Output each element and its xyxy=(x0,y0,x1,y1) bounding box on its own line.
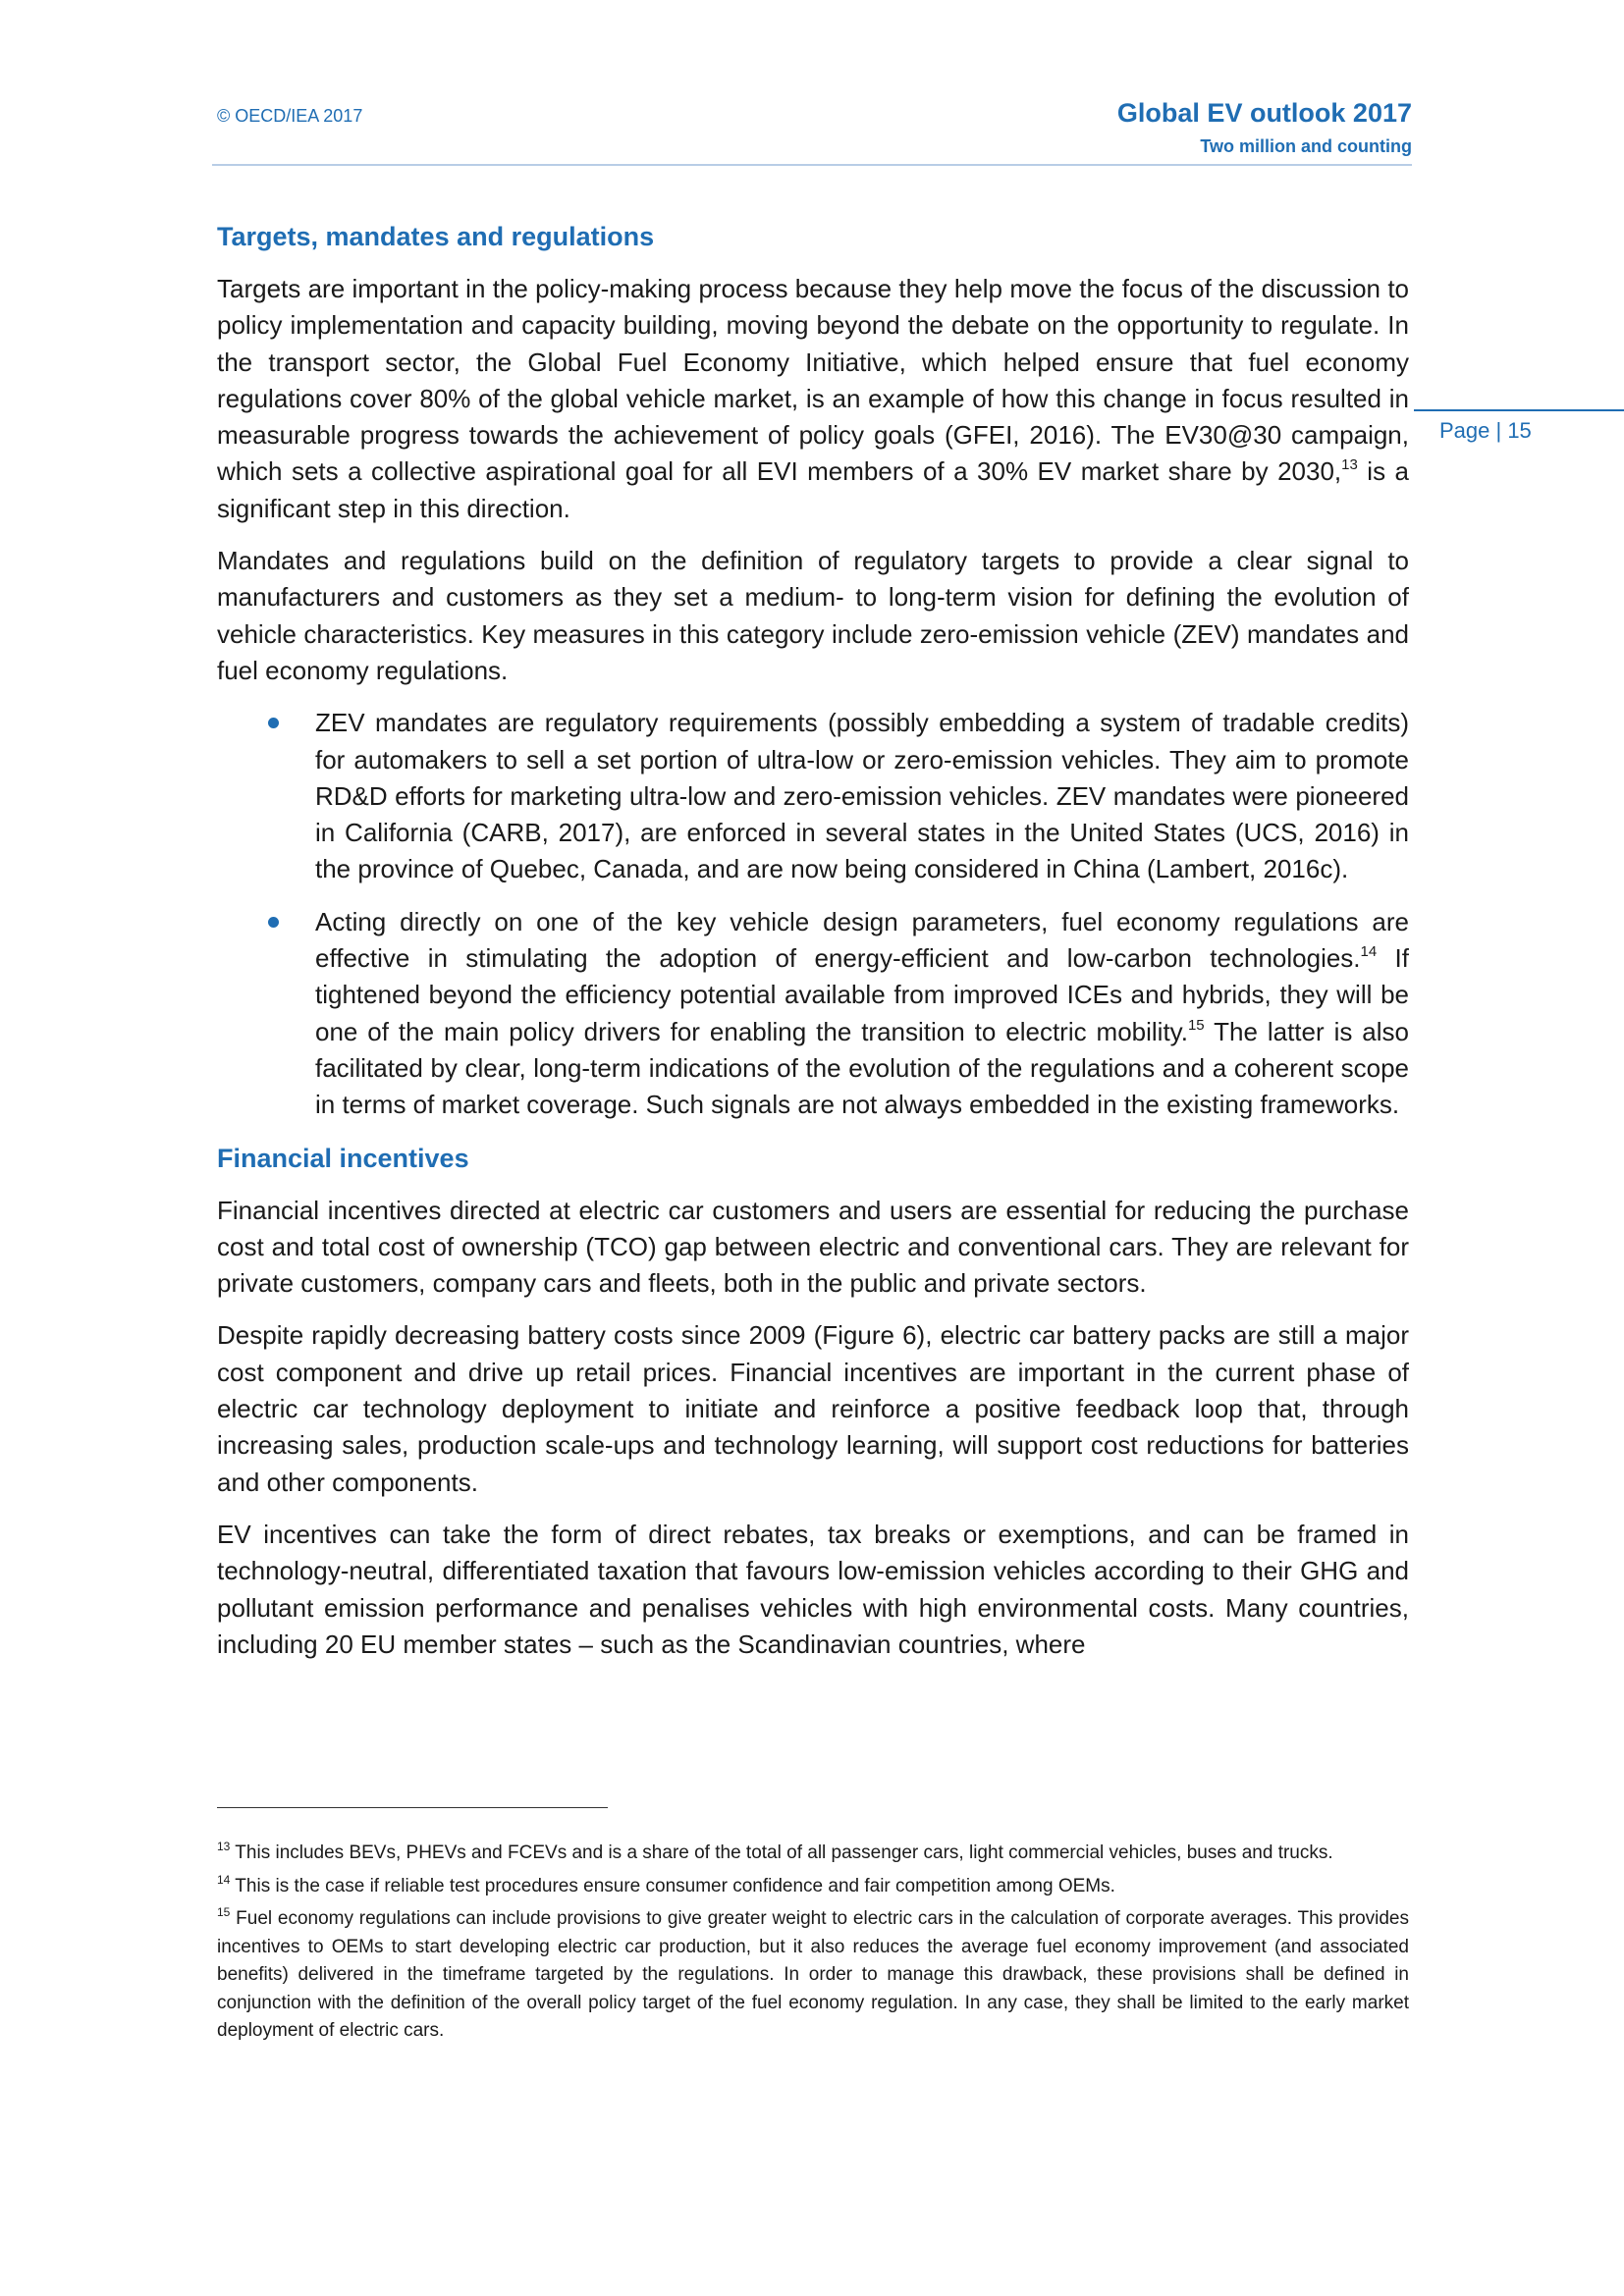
bullet-icon xyxy=(268,917,279,928)
paragraph-text: is a significant step in this direction. xyxy=(217,456,1410,523)
paragraph-text: The latter is also facilitated by clear, long-term indications of the evolution of the regulations and a coherent scope in terms of market coverage. Such signals are not always embedded in the existing frameworks. xyxy=(315,1016,1409,1120)
paragraph-targets-1 xyxy=(217,271,1409,527)
header-title: Global EV outlook 2017 xyxy=(1116,98,1412,128)
footnote-14 xyxy=(217,1873,1409,1901)
main-content xyxy=(217,218,1409,1663)
footnote-text: This is the case if reliable test procedures ensure consumer confidence and fair competition among OEMs. xyxy=(230,1875,1115,1896)
footnote-ref-15[interactable]: 15 xyxy=(1187,1016,1205,1034)
bullet-text-fuel-economy xyxy=(315,904,1409,1124)
paragraph-text: If tightened beyond the efficiency potential available from improved ICEs and hybrids, they will be one of the main policy drivers for enabling the transition to electric mobility. xyxy=(315,943,1410,1046)
bullet-icon xyxy=(268,718,279,728)
list-item xyxy=(217,705,1409,887)
section-heading-financial: Financial incentives xyxy=(217,1143,469,1173)
footnote-divider xyxy=(217,1807,608,1808)
footnote-number: 15 xyxy=(217,1905,231,1919)
header-copyright: © OECD/IEA 2017 xyxy=(217,106,363,126)
paragraph-financial-3: EV incentives can take the form of direct rebates, tax breaks or exemptions, and can be framed in technology-neutral, differentiated taxation that favours low-emission vehicles according to their GHG and pollutant emission performance and penalises vehicles with high environmental costs. Many countries, including 20 EU member states – such as the Scandinavian countries, where xyxy=(217,1519,1409,1659)
paragraph-text: Targets are important in the policy-making process because they help move the focus of the discussion to policy implementation and capacity building, moving beyond the debate on the opportunity to regulate. In the transport sector, the Global Fuel Economy Initiative, which helped ensure that fuel economy regulations cover 80% of the global vehicle market, is an example of how this change in focus resulted in measurable progress towards the achievement of policy goals (GFEI, 2016). The EV30@30 campaign, which sets a collective aspirational goal for all EVI members of a 30% EV market share by 2030, xyxy=(217,274,1409,487)
bullet-list xyxy=(217,705,1409,1123)
page-number-rule xyxy=(1414,409,1624,411)
header-subtitle: Two million and counting xyxy=(1200,136,1412,156)
paragraph-text: Acting directly on one of the key vehicle design parameters, fuel economy regulations are effective in stimulating the adoption of energy-efficient and low-carbon technologies. xyxy=(315,906,1409,974)
bullet-text-zev: ZEV mandates are regulatory requirements (possibly embedding a system of tradable credits) for automakers to sell a set portion of ultra-low or zero-emission vehicles. They aim to promote RD&D efforts for marketing ultra-low and zero-emission vehicles. ZEV mandates were pioneered in California (CARB, 2017), are enforced in several states in the United States (UCS, 2016) in the province of Quebec, Canada, and are now being considered in China (Lambert, 2016c). xyxy=(315,708,1409,884)
page-number: Page | 15 xyxy=(1439,418,1532,443)
footnote-13 xyxy=(217,1840,1409,1868)
footnote-number: 13 xyxy=(217,1840,231,1853)
paragraph-targets-2: Mandates and regulations build on the definition of regulatory targets to provide a clear signal to manufacturers and customers as they set a medium- to long-term vision for defining the evolution of vehicle characteristics. Key measures in this category include zero-emission vehicle (ZEV) mandates and fuel economy regulations. xyxy=(217,546,1409,685)
footnote-number: 14 xyxy=(217,1872,231,1887)
footnote-15 xyxy=(217,1905,1409,2046)
section-heading-targets: Targets, mandates and regulations xyxy=(217,222,655,251)
footnote-ref-14[interactable]: 14 xyxy=(1360,943,1378,961)
paragraph-financial-1: Financial incentives directed at electric car customers and users are essential for reducing the purchase cost and total cost of ownership (TCO) gap between electric and conventional cars. They are relevant for private customers, company cars and fleets, both in the public and private sectors. xyxy=(217,1195,1409,1299)
footnotes xyxy=(217,1840,1409,2051)
footnote-ref-13[interactable]: 13 xyxy=(1341,456,1358,474)
header-divider xyxy=(212,164,1412,166)
list-item xyxy=(217,904,1409,1124)
footnote-text: Fuel economy regulations can include provisions to give greater weight to electric cars in the calculation of corporate averages. This provides incentives to OEMs to start developing electric car production, but it also reduces the average fuel economy improvement (and associated benefits) delivered in the timeframe targeted by the regulations. In order to manage this drawback, these provisions shall be defined in conjunction with the definition of the overall policy target of the fuel economy regulation. In any case, they shall be limited to the early market deployment of electric cars. xyxy=(217,1908,1409,2041)
paragraph-financial-2: Despite rapidly decreasing battery costs since 2009 (Figure 6), electric car battery packs are still a major cost component and drive up retail prices. Financial incentives are important in the current phase of electric car technology deployment to initiate and reinforce a positive feedback loop that, through increasing sales, production scale-ups and technology learning, will support cost reductions for batteries and other components. xyxy=(217,1320,1409,1497)
footnote-text: This includes BEVs, PHEVs and FCEVs and is a share of the total of all passenger cars, light commercial vehicles, buses and trucks. xyxy=(230,1842,1333,1863)
